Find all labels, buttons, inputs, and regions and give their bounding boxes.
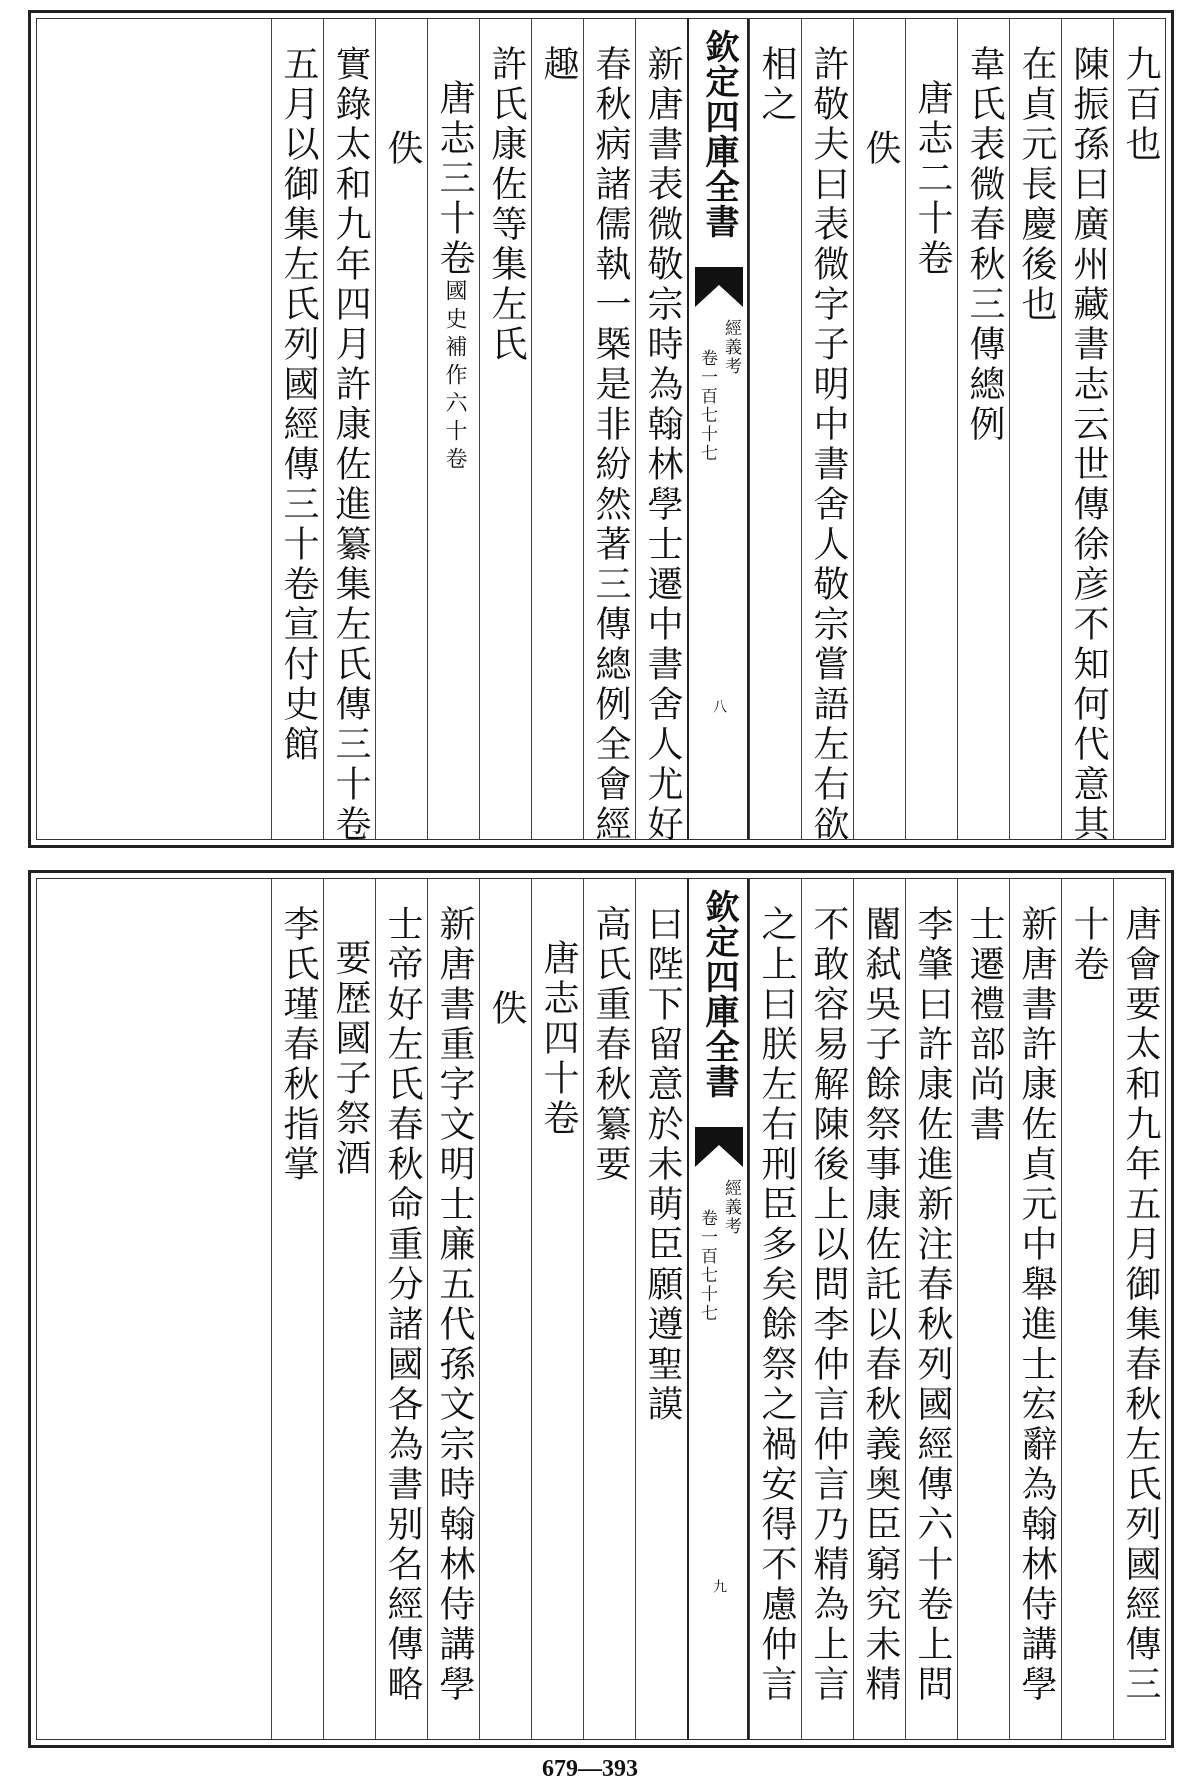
text-column	[635, 879, 687, 1739]
text-column	[635, 19, 687, 845]
center-spine	[687, 879, 749, 1739]
text-column	[801, 19, 853, 845]
text-column	[375, 19, 427, 839]
column-text: 曰陛下留意於未萌臣願遵聖謨	[642, 905, 683, 1425]
text-column	[323, 19, 375, 845]
fish-tail-mark-icon	[695, 267, 743, 307]
text-column	[531, 879, 583, 1739]
annotation-note: 國史補作六十卷	[442, 279, 467, 475]
column-text: 五月以御集左氏列國經傳三十卷宣付史館	[278, 45, 319, 765]
text-column	[323, 879, 375, 1739]
spine-section: 經義考	[721, 319, 741, 376]
column-text: 佚	[860, 129, 901, 169]
spine-volume: 卷一百七十七	[697, 349, 717, 463]
text-column	[801, 879, 853, 1739]
text-column	[583, 879, 635, 1739]
column-text: 十卷	[1068, 905, 1109, 985]
text-column	[957, 19, 1009, 839]
column-text: 新唐書許康佐貞元中舉進士宏辭為翰林侍講學	[1016, 905, 1057, 1705]
column-text: 唐志四十卷	[538, 939, 579, 1139]
column-text: 新唐書重字文明士廉五代孫文宗時翰林侍講學	[434, 905, 475, 1705]
spine-title: 欽定四庫全書	[699, 889, 739, 1099]
column-text: 九百也	[1120, 45, 1161, 165]
spine-section: 經義考	[721, 1179, 741, 1236]
column-text: 高氏重春秋纂要	[590, 905, 631, 1185]
column-text: 李氏瑾春秋指掌	[278, 905, 319, 1185]
spine-page: 八	[711, 699, 727, 713]
column-text: 唐會要太和九年五月御集春秋左氏列國經傳三	[1120, 905, 1161, 1705]
text-column	[1061, 19, 1113, 845]
column-text: 佚	[382, 129, 423, 169]
text-column	[1113, 879, 1165, 1739]
spine-page: 九	[711, 1579, 727, 1593]
column-text: 春秋病諸儒執一槩是非紛然著三傳總例全會經	[590, 45, 631, 845]
page-number: 679—393	[542, 1756, 638, 1782]
column-text: 實錄太和九年四月許康佐進纂集左氏傳三十卷	[330, 45, 371, 845]
text-column	[957, 879, 1009, 1739]
text-column	[853, 19, 905, 839]
text-column	[1009, 879, 1061, 1739]
text-column	[583, 19, 635, 845]
column-text: 閽弑吳子餘祭事康佐託以春秋義奥臣窮究未精	[860, 905, 901, 1705]
text-column	[375, 879, 427, 1739]
column-text: 之上曰朕左右刑臣多矣餘祭之禍安得不慮仲言	[756, 905, 797, 1705]
column-text: 佚	[486, 989, 527, 1029]
text-column	[905, 19, 957, 839]
bottom-page-frame	[28, 870, 1174, 1748]
text-column	[1009, 19, 1061, 839]
column-text: 許敬夫曰表微字子明中書舍人敬宗嘗語左右欲	[808, 45, 849, 845]
fish-tail-mark-icon	[695, 1127, 743, 1167]
top-page-inner-border	[36, 18, 1166, 845]
text-column	[531, 19, 583, 839]
text-column	[427, 19, 479, 839]
text-column	[479, 19, 531, 839]
column-text: 韋氏表微春秋三傳總例	[964, 45, 1005, 445]
column-text: 趣	[538, 45, 579, 85]
column-text: 不敢容易解陳後上以問李仲言仲言乃精為上言	[808, 905, 849, 1705]
text-column	[271, 879, 323, 1739]
text-column	[1061, 879, 1113, 1739]
text-column	[1113, 19, 1165, 839]
column-text: 許氏康佐等集左氏	[486, 45, 527, 365]
column-text: 要歴國子祭酒	[330, 939, 371, 1179]
column-text: 新唐書表微敬宗時為翰林學士遷中書舍人尤好	[642, 45, 683, 845]
text-column	[749, 879, 801, 1739]
column-text: 士帝好左氏春秋命重分諸國各為書别名經傳略	[382, 905, 423, 1705]
text-column	[853, 879, 905, 1739]
column-text: 李肇曰許康佐進新注春秋列國經傳六十卷上問	[912, 905, 953, 1705]
column-text: 相之	[756, 45, 797, 125]
spine-volume: 卷一百七十七	[697, 1209, 717, 1323]
spine-title: 欽定四庫全書	[699, 29, 739, 239]
center-spine	[687, 19, 749, 839]
text-column	[749, 19, 801, 839]
column-text: 士遷禮部尚書	[964, 905, 1005, 1145]
column-text: 唐志二十卷	[912, 79, 953, 279]
column-text: 在貞元長慶後也	[1016, 45, 1057, 325]
main-text: 唐志三十卷	[434, 79, 475, 279]
column-text: 陳振孫曰廣州藏書志云世傳徐彦不知何代意其	[1068, 45, 1109, 845]
text-column	[427, 879, 479, 1739]
bottom-page-inner-border	[36, 878, 1166, 1740]
text-column	[905, 879, 957, 1739]
text-column	[479, 879, 531, 1739]
top-page-frame	[28, 10, 1174, 848]
text-column	[271, 19, 323, 839]
column-text	[434, 79, 474, 475]
